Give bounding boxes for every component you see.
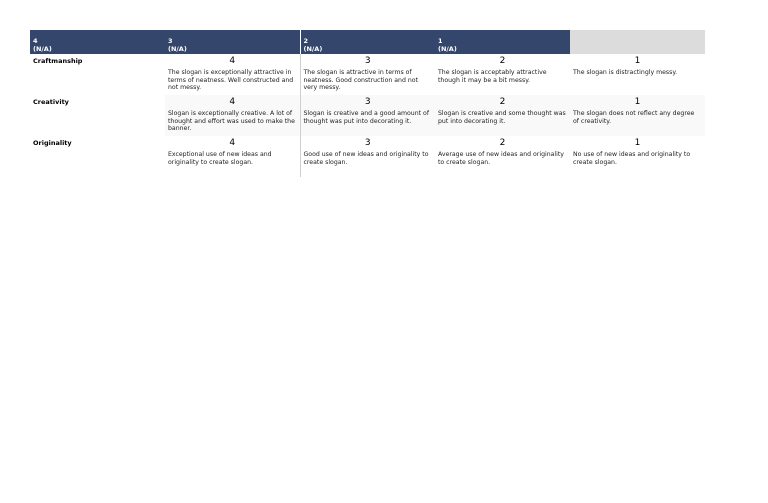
rubric-cell	[435, 95, 570, 136]
criterion-label: Craftmanship	[33, 57, 83, 65]
criterion-label: Creativity	[33, 98, 69, 106]
rubric-cell	[300, 54, 435, 95]
cell-score: 1	[634, 97, 641, 107]
cell-score: 4	[229, 138, 236, 148]
header-na: (N/A)	[303, 44, 323, 53]
cell-description: The slogan is exceptionally attractive in terms of neatness. Well constructed and not messy.	[168, 69, 294, 92]
cell-description: Slogan is creative and a good amount of thought was put into decorating it.	[303, 110, 430, 125]
table-row	[30, 136, 705, 177]
cell-score: 3	[364, 56, 371, 66]
cell-description: The slogan is attractive in terms of neatness. Good construction and not very messy.	[303, 69, 419, 92]
rubric-cell	[570, 136, 705, 177]
cell-score: 3	[364, 138, 371, 148]
rubric-cell	[435, 136, 570, 177]
cell-description: Slogan is creative and some thought was put into decorating it.	[438, 110, 566, 125]
rubric-cell	[570, 95, 705, 136]
cell-description: Exceptional use of new ideas and originality to create slogan.	[168, 151, 272, 166]
cell-score: 2	[499, 56, 506, 66]
rubric-table	[30, 30, 705, 177]
cell-description: The slogan is acceptably attractive though it may be a bit messy.	[438, 69, 547, 84]
cell-description: Good use of new ideas and originality to create slogan.	[303, 151, 429, 166]
cell-score: 4	[229, 56, 236, 66]
rubric-cell	[435, 54, 570, 95]
header-score: 3	[168, 37, 173, 45]
rubric-cell	[165, 54, 300, 95]
header-cell-1	[435, 30, 570, 54]
cell-score: 4	[229, 97, 236, 107]
header-cell-4	[30, 30, 165, 54]
header-na: (N/A)	[168, 44, 187, 53]
rubric-cell	[570, 54, 705, 95]
header-row	[30, 30, 705, 54]
cell-score: 3	[364, 97, 371, 107]
cell-description: The slogan is distractingly messy.	[573, 69, 678, 76]
cell-score: 2	[499, 97, 506, 107]
rubric-cell	[300, 95, 435, 136]
header-cell-3	[165, 30, 300, 54]
header-na: (N/A)	[438, 44, 457, 53]
cell-description: Slogan is exceptionally creative. A lot of thought and effort was used to make the banner.	[168, 110, 295, 133]
header-score: 1	[438, 37, 443, 45]
rubric-cell	[165, 95, 300, 136]
criterion-label: Originality	[33, 139, 72, 147]
cell-description: No use of new ideas and originality to create slogan.	[573, 151, 691, 166]
header-na: (N/A)	[33, 44, 52, 53]
table-row	[30, 54, 705, 95]
header-cell-blank	[570, 30, 705, 54]
cell-score: 1	[634, 56, 641, 66]
cell-score: 1	[634, 138, 641, 148]
table-row	[30, 95, 705, 136]
header-score: 2	[303, 37, 309, 45]
rubric-cell	[300, 136, 435, 177]
cell-description: The slogan does not reflect any degree of creativity.	[573, 110, 695, 125]
rubric-cell	[165, 136, 300, 177]
cell-score: 2	[499, 138, 506, 148]
header-cell-2	[300, 30, 435, 54]
cell-description: Average use of new ideas and originality to create slogan.	[438, 151, 564, 166]
header-score: 4	[33, 37, 38, 45]
